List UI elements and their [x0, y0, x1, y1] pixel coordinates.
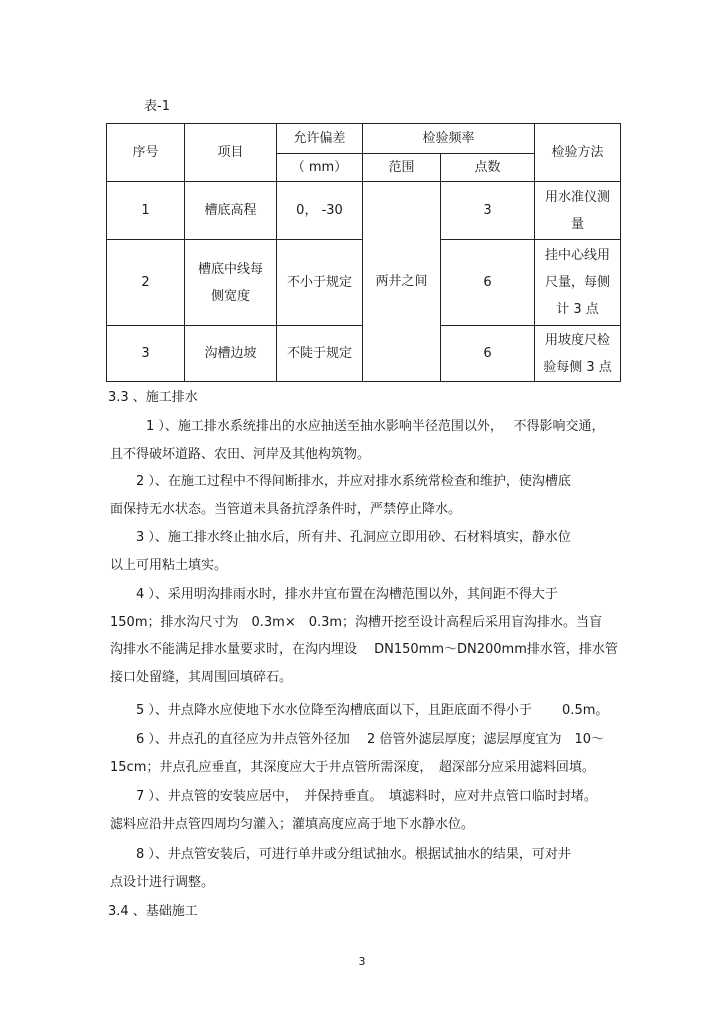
paragraph [110, 413, 620, 468]
paragraph-line: 5 ）、井点降水应使地下水水位降至沟槽底面以下，且距底面不得小于 0.5m。 [136, 703, 609, 718]
section-heading-drainage: 3.3 、施工排水 [108, 390, 198, 405]
cell-line: 挂中心线用 [545, 248, 611, 263]
cell-tolerance: 不小于规定 [277, 240, 363, 326]
cell-line: 计 3 点 [556, 302, 599, 317]
paragraph-line: 4 ）、采用明沟排雨水时，排水井宜布置在沟槽范围以外，其间距不得大于 [136, 587, 558, 602]
paragraph [110, 841, 620, 896]
table-row [107, 182, 621, 240]
cell-item [185, 182, 277, 240]
cell-line: 尺量，每侧 [545, 275, 611, 290]
paragraph-line: 150m；排水沟尺寸为 0.3m× 0.3m；沟槽开挖至设计高程后采用盲沟排水。当盲 [110, 614, 603, 630]
paragraph-line: 滤料应沿井点管四周均匀灌入；灌填高度应高于地下水静水位。 [110, 816, 475, 832]
cell-points: 3 [441, 182, 535, 240]
cell-tolerance: 0， -30 [277, 182, 363, 240]
cell-item [185, 326, 277, 382]
header-tolerance-unit: （ mm） [277, 154, 363, 182]
paragraph-line: 3 ）、施工排水终止抽水后，所有井、孔洞应立即用砂、石材料填实，静水位 [136, 530, 571, 545]
inspection-table [106, 123, 621, 382]
paragraph-line: 沟排水不能满足排水量要求时，在沟内埋设 DN150mm～DN200mm排水管，排水管 [110, 642, 618, 657]
table-caption: 表-1 [144, 99, 170, 114]
paragraph [110, 783, 620, 838]
paragraph-line: 且不得破坏道路、农田、河岸及其他构筑物。 [110, 446, 371, 462]
cell-method [535, 182, 621, 240]
paragraph-line: 15cm；井点孔应垂直，其深度应大于井点管所需深度， 超深部分应采用滤料回填。 [110, 759, 595, 775]
cell-points: 6 [441, 240, 535, 326]
paragraph-line: 1 ）、施工排水系统排出的水应抽送至抽水影响半径范围以外， 不得影响交通， [146, 419, 605, 434]
paragraph-line: 面保持无水状态。当管道未具备抗浮条件时，严禁停止降水。 [110, 501, 462, 517]
cell-line: 用坡度尺检 [545, 332, 611, 348]
paragraph [110, 726, 620, 781]
cell-line: 槽底高程 [204, 203, 257, 218]
paragraph [110, 697, 620, 725]
cell-seq: 3 [107, 326, 185, 382]
header-range: 范围 [363, 154, 441, 182]
cell-line: 槽底中线每 [197, 261, 263, 277]
header-seq: 序号 [107, 124, 185, 182]
paragraph [110, 468, 620, 523]
cell-line: 量 [571, 216, 585, 232]
paragraph-line: 点设计进行调整。 [110, 874, 215, 890]
header-item: 项目 [185, 124, 277, 182]
page-number: 3 [358, 955, 366, 968]
header-tolerance: 允许偏差 [277, 124, 363, 154]
paragraph-line: 6 ）、井点孔的直径应为井点管外径加 2 倍管外滤层厚度；滤层厚度宜为 10～ [136, 732, 604, 747]
cell-seq: 2 [107, 240, 185, 326]
paragraph-line: 8 ）、井点管安装后，可进行单井或分组试抽水。根据试抽水的结果，可对井 [136, 847, 571, 862]
paragraph-line: 7 ）、井点管的安装应居中， 并保持垂直。 填滤料时，应对井点管口临时封堵。 [136, 789, 597, 804]
section-heading-foundation: 3.4 、基础施工 [108, 904, 198, 919]
cell-line: 侧宽度 [210, 288, 250, 304]
cell-line: 用水准仪测 [545, 189, 611, 205]
paragraph-line: 以上可用粘土填实。 [110, 557, 228, 573]
header-frequency: 检验频率 [363, 124, 535, 154]
cell-method [535, 326, 621, 382]
paragraph-line: 接口处留缝，其周围回填碎石。 [110, 669, 293, 685]
cell-line: 沟槽边坡 [204, 346, 257, 361]
cell-range: 两井之间 [363, 182, 441, 382]
paragraph-line: 2 ）、在施工过程中不得间断排水，并应对排水系统常检查和维护，使沟槽底 [136, 474, 571, 489]
paragraph [110, 581, 620, 691]
header-method: 检验方法 [535, 124, 621, 182]
paragraph [110, 524, 620, 579]
cell-line: 验每侧 3 点 [543, 359, 612, 375]
cell-seq: 1 [107, 182, 185, 240]
header-points: 点数 [441, 154, 535, 182]
cell-item [185, 240, 277, 326]
cell-tolerance: 不陡于规定 [277, 326, 363, 382]
cell-points: 6 [441, 326, 535, 382]
cell-method [535, 240, 621, 326]
